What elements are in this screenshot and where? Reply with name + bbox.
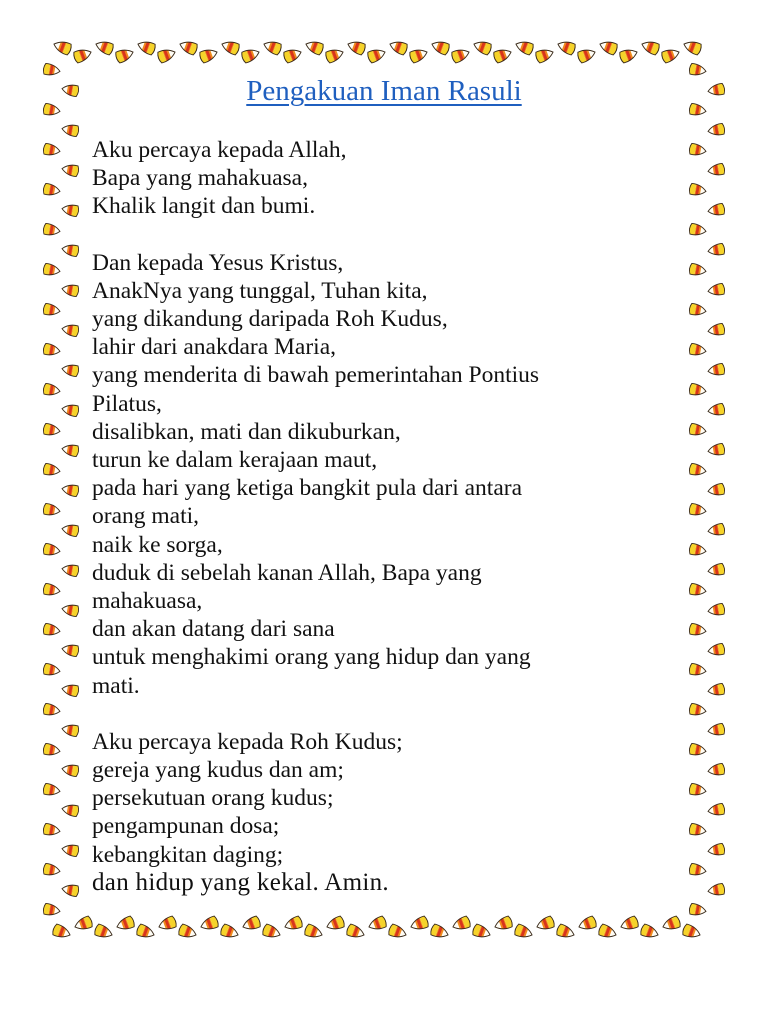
text-line: Pilatus,	[92, 390, 162, 417]
candy-corn-icon	[40, 261, 62, 279]
candy-corn-icon	[449, 913, 474, 934]
candy-corn-icon	[60, 481, 82, 499]
candy-corn-icon	[259, 921, 284, 942]
candy-corn-icon	[60, 801, 82, 819]
candy-corn-icon	[365, 913, 390, 934]
candy-corn-icon	[260, 37, 285, 58]
candy-corn-icon	[239, 913, 264, 934]
candy-corn-icon	[40, 501, 62, 519]
candy-corn-icon	[706, 721, 728, 739]
candy-corn-icon	[680, 37, 705, 58]
candy-corn-icon	[407, 913, 432, 934]
candy-corn-icon	[659, 913, 684, 934]
text-line: mati.	[92, 672, 140, 699]
candy-corn-icon	[60, 601, 82, 619]
candy-corn-icon	[490, 45, 515, 66]
candy-corn-icon	[469, 921, 494, 942]
candy-corn-icon	[60, 321, 82, 339]
candy-corn-icon	[574, 45, 599, 66]
candy-corn-icon	[706, 481, 728, 499]
candy-corn-icon	[133, 921, 158, 942]
candy-corn-icon	[40, 341, 62, 359]
candy-corn-icon	[40, 661, 62, 679]
candy-corn-icon	[154, 45, 179, 66]
candy-corn-icon	[706, 761, 728, 779]
candy-corn-icon	[60, 161, 82, 179]
page-title: Pengakuan Iman Rasuli	[246, 75, 522, 107]
candy-corn-icon	[134, 37, 159, 58]
candy-corn-icon	[70, 45, 95, 66]
candy-corn-icon	[706, 561, 728, 579]
candy-corn-icon	[40, 901, 62, 919]
candy-corn-icon	[658, 45, 683, 66]
candy-corn-icon	[706, 281, 728, 299]
candy-corn-icon	[155, 913, 180, 934]
candy-corn-icon	[512, 37, 537, 58]
text-line: yang menderita di bawah pemerintahan Pontius	[92, 362, 540, 389]
candy-corn-icon	[40, 581, 62, 599]
candy-corn-icon	[60, 841, 82, 859]
candy-corn-icon	[60, 361, 82, 379]
text-line: dan hidup yang kekal. Amin.	[92, 868, 389, 896]
candy-corn-icon	[706, 641, 728, 659]
candy-corn-icon	[706, 601, 728, 619]
candy-corn-icon	[575, 913, 600, 934]
candy-corn-icon	[448, 45, 473, 66]
candy-corn-icon	[60, 401, 82, 419]
candy-corn-icon	[706, 801, 728, 819]
candy-corn-icon	[406, 45, 431, 66]
candy-corn-icon	[40, 741, 62, 759]
candy-corn-icon	[706, 321, 728, 339]
candy-corn-icon	[60, 441, 82, 459]
candy-corn-icon	[706, 121, 728, 139]
text-line: yang dikandung daripada Roh Kudus,	[92, 306, 448, 333]
candy-corn-icon	[60, 761, 82, 779]
text-line: naik ke sorga,	[92, 531, 223, 558]
candy-corn-icon	[301, 921, 326, 942]
candy-corn-icon	[706, 881, 728, 899]
stanza-spirit	[92, 728, 692, 897]
text-line: orang mati,	[92, 503, 200, 530]
text-line: Bapa yang mahakuasa,	[92, 165, 308, 192]
candy-corn-icon	[553, 921, 578, 942]
text-line: Khalik langit dan bumi.	[92, 193, 316, 220]
candy-corn-icon	[706, 161, 728, 179]
text-line: pengampunan dosa;	[92, 813, 280, 840]
candy-corn-icon	[60, 241, 82, 259]
creed-text	[92, 136, 692, 897]
candy-corn-icon	[238, 45, 263, 66]
candy-corn-icon	[533, 913, 558, 934]
candy-corn-icon	[706, 441, 728, 459]
candy-corn-icon	[40, 621, 62, 639]
candy-corn-icon	[91, 921, 116, 942]
candy-corn-icon	[706, 681, 728, 699]
candy-corn-icon	[595, 921, 620, 942]
text-line: Aku percaya kepada Allah,	[92, 137, 347, 163]
candy-corn-icon	[217, 921, 242, 942]
candy-corn-icon	[386, 37, 411, 58]
text-line: disalibkan, mati dan dikuburkan,	[92, 418, 401, 445]
candy-corn-icon	[617, 913, 642, 934]
text-line: Dan kepada Yesus Kristus,	[92, 249, 344, 276]
candy-corn-icon	[322, 45, 347, 66]
candy-corn-icon	[218, 37, 243, 58]
candy-corn-icon	[175, 921, 200, 942]
candy-corn-icon	[280, 45, 305, 66]
text-line: Aku percaya kepada Roh Kudus;	[92, 728, 403, 755]
candy-corn-icon	[385, 921, 410, 942]
candy-corn-icon	[40, 821, 62, 839]
candy-corn-icon	[40, 461, 62, 479]
candy-corn-icon	[40, 541, 62, 559]
text-line: dan akan datang dari sana	[92, 616, 335, 643]
candy-corn-icon	[706, 201, 728, 219]
candy-corn-icon	[40, 301, 62, 319]
candy-corn-icon	[428, 37, 453, 58]
text-line: pada hari yang ketiga bangkit pula dari antara	[92, 475, 522, 502]
candy-corn-icon	[511, 921, 536, 942]
candy-corn-icon	[60, 721, 82, 739]
candy-corn-icon	[706, 241, 728, 259]
candy-corn-icon	[470, 37, 495, 58]
candy-corn-icon	[596, 37, 621, 58]
candy-corn-icon	[60, 281, 82, 299]
candy-corn-icon	[323, 913, 348, 934]
candy-corn-icon	[60, 201, 82, 219]
candy-corn-icon	[302, 37, 327, 58]
candy-corn-icon	[60, 521, 82, 539]
candy-corn-icon	[706, 841, 728, 859]
text-line: persekutuan orang kudus;	[92, 785, 334, 812]
text-line: turun ke dalam kerajaan maut,	[92, 447, 378, 474]
candy-corn-icon	[40, 141, 62, 159]
text-line: untuk menghakimi orang yang hidup dan yang	[92, 644, 531, 671]
candy-corn-icon	[71, 913, 96, 934]
candy-corn-icon	[706, 361, 728, 379]
candy-corn-icon	[637, 921, 662, 942]
candy-corn-icon	[40, 701, 62, 719]
candy-corn-icon	[427, 921, 452, 942]
candy-corn-icon	[616, 45, 641, 66]
candy-corn-icon	[491, 913, 516, 934]
candy-corn-icon	[686, 901, 708, 919]
candy-corn-icon	[364, 45, 389, 66]
text-line: gereja yang kudus dan am;	[92, 757, 344, 784]
candy-corn-icon	[60, 681, 82, 699]
candy-corn-icon	[532, 45, 557, 66]
candy-corn-icon	[554, 37, 579, 58]
candy-corn-icon	[638, 37, 663, 58]
text-line: duduk di sebelah kanan Allah, Bapa yang	[92, 559, 482, 586]
candy-corn-icon	[196, 45, 221, 66]
text-line: AnakNya yang tunggal, Tuhan kita,	[92, 277, 428, 304]
candy-corn-icon	[92, 37, 117, 58]
candy-corn-icon	[112, 45, 137, 66]
stanza-father	[92, 136, 692, 221]
text-line: mahakuasa,	[92, 588, 203, 615]
candy-corn-icon	[679, 921, 704, 942]
candy-corn-icon	[281, 913, 306, 934]
candy-corn-icon	[706, 401, 728, 419]
candy-corn-icon	[343, 921, 368, 942]
candy-corn-icon	[40, 381, 62, 399]
candy-corn-icon	[176, 37, 201, 58]
text-line: lahir dari anakdara Maria,	[92, 334, 337, 361]
candy-corn-icon	[49, 921, 74, 942]
candy-corn-icon	[40, 221, 62, 239]
candy-corn-icon	[344, 37, 369, 58]
candy-corn-icon	[60, 881, 82, 899]
candy-corn-icon	[197, 913, 222, 934]
candy-corn-icon	[113, 913, 138, 934]
candy-corn-icon	[60, 641, 82, 659]
candy-corn-icon	[40, 781, 62, 799]
candy-corn-icon	[40, 421, 62, 439]
candy-corn-icon	[60, 121, 82, 139]
candy-corn-icon	[50, 37, 75, 58]
candy-corn-icon	[40, 181, 62, 199]
candy-corn-icon	[60, 561, 82, 579]
text-line: kebangkitan daging;	[92, 841, 284, 868]
candy-corn-icon	[706, 521, 728, 539]
candy-corn-icon	[40, 861, 62, 879]
stanza-son	[92, 249, 692, 700]
